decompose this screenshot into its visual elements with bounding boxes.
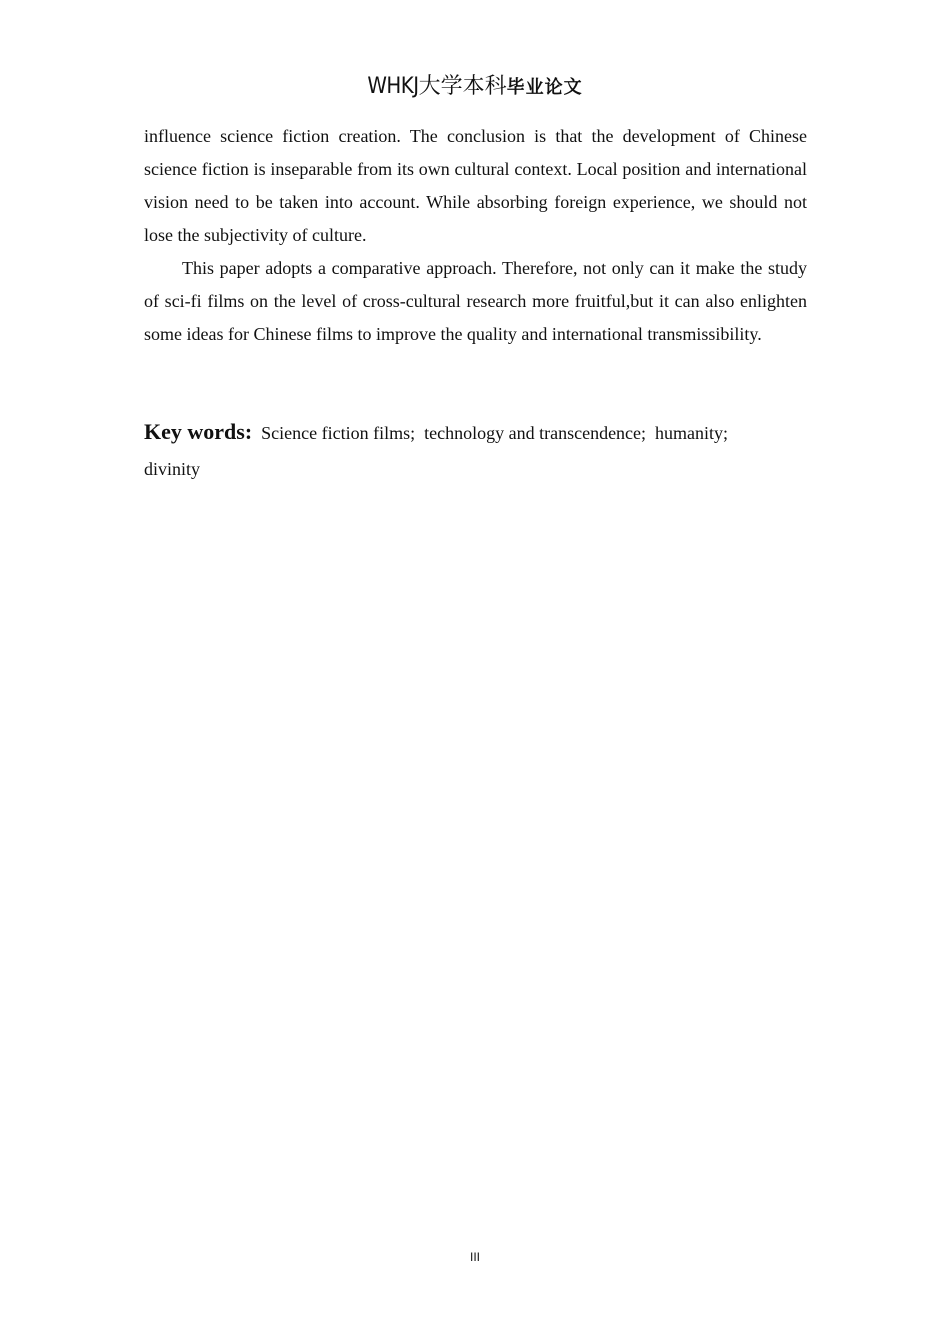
keywords-label: Key words: [144,419,253,444]
header-prefix: WHKJ [367,74,419,99]
keyword-item: technology and transcendence; [424,423,647,443]
header-university: 大学本科 [418,74,507,99]
keywords-section [144,414,807,487]
header-thesis-title: 毕业论文 [506,77,583,98]
abstract-body [144,120,807,351]
page-number: III [469,1250,480,1264]
abstract-paragraph-continued: influence science fiction creation. The conclusion is that the development of Chinese science fiction is inseparable from its own cultural context. Local position and international vision need to be taken into account. While absorbing foreign experience, we should not lose the subjectivity of culture. [144,126,807,245]
abstract-paragraph: This paper adopts a comparative approach. Therefore, not only can it make the study of sci-fi films on the level of cross-cultural research more fruitful,but it can also enlighten some ideas for Chinese films to improve the quality and international transmissibility. [144,258,807,344]
keyword-item: divinity [144,459,201,479]
page-header [0,70,950,104]
keyword-item: humanity; [655,423,729,443]
keyword-item: Science fiction films; [261,423,416,443]
